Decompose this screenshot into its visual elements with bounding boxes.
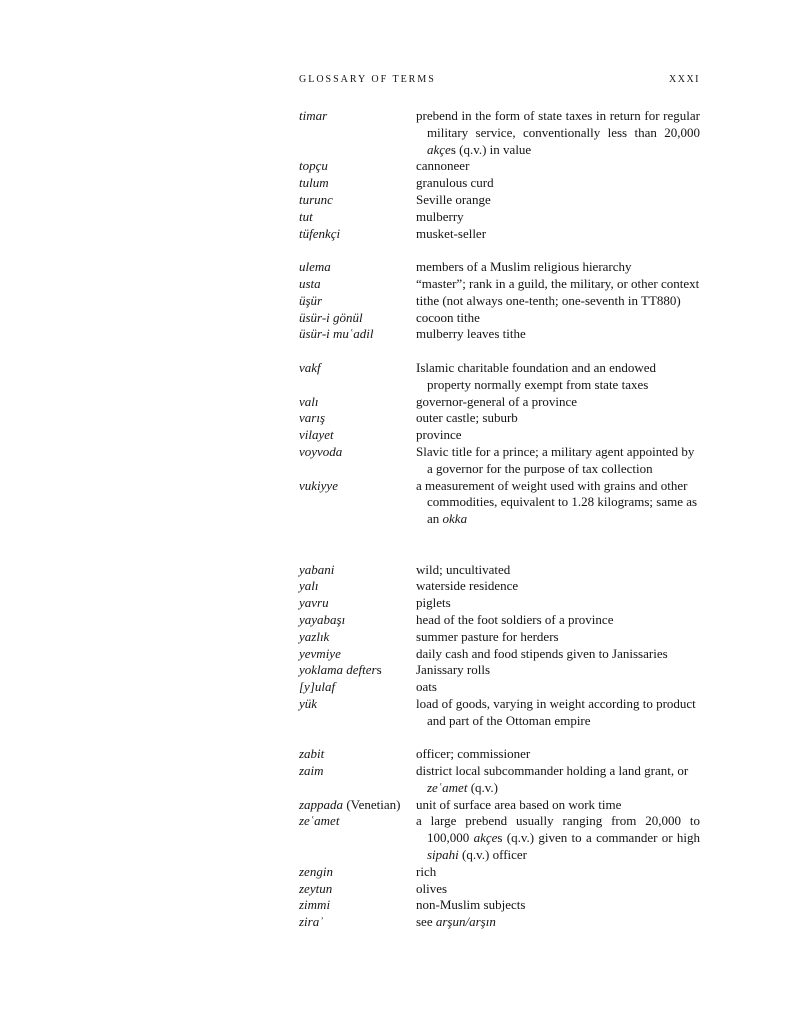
- glossary-entry: [299, 679, 700, 696]
- glossary-term: yoklama defters: [299, 662, 382, 678]
- glossary-entry: [299, 310, 700, 327]
- glossary-entry: [299, 595, 700, 612]
- glossary-term: ziraʾ: [299, 914, 324, 930]
- glossary-entry: [299, 662, 700, 679]
- glossary-term: ulema: [299, 259, 331, 275]
- glossary-entry: [299, 360, 700, 394]
- glossary-term: yalı: [299, 578, 319, 594]
- glossary-entry: [299, 326, 700, 343]
- glossary-term: turunc: [299, 191, 333, 207]
- glossary-entry: [299, 864, 700, 881]
- glossary-definition: officer; commissioner: [416, 746, 531, 762]
- glossary-term: üsür-i muʿadil: [299, 326, 374, 342]
- glossary-term: varış: [299, 410, 325, 426]
- glossary-definition: wild; uncultivated: [416, 561, 511, 577]
- glossary-entry: [299, 797, 700, 814]
- glossary-term: timar: [299, 108, 328, 123]
- glossary-definition: mulberry leaves tithe: [416, 326, 526, 342]
- section-gap: [299, 528, 700, 545]
- glossary-term: yayabaşı: [299, 611, 346, 627]
- glossary-definition: province: [416, 427, 462, 443]
- glossary-entry: [299, 813, 700, 863]
- glossary-term: vukiyye: [299, 477, 338, 493]
- glossary-definition: “master”; rank in a guild, the military, or other context: [416, 275, 700, 291]
- glossary-term: üsür-i gönül: [299, 309, 363, 325]
- glossary-term: yazlık: [299, 628, 330, 644]
- glossary-term: vakf: [299, 359, 321, 375]
- glossary-entry: [299, 562, 700, 579]
- glossary-term: vilayet: [299, 427, 334, 443]
- glossary-definition: daily cash and food stipends given to Janissaries: [416, 645, 668, 661]
- glossary-definition: musket-seller: [416, 225, 487, 241]
- glossary-definition: unit of surface area based on work time: [416, 796, 622, 812]
- glossary-definition: see arşun/arşın: [416, 914, 496, 930]
- glossary-entry: [299, 410, 700, 427]
- glossary-entry: [299, 763, 700, 797]
- glossary-entry: [299, 259, 700, 276]
- running-header: [299, 74, 700, 90]
- glossary-term: tut: [299, 208, 313, 224]
- glossary-entry: [299, 478, 700, 528]
- glossary-entry: [299, 175, 700, 192]
- glossary-definition: non-Muslim subjects: [416, 897, 526, 913]
- glossary-entry: [299, 444, 700, 478]
- glossary-definition: waterside residence: [416, 578, 519, 594]
- glossary-definition: Janissary rolls: [416, 662, 491, 678]
- glossary-definition: governor-general of a province: [416, 393, 578, 409]
- glossary-entry: [299, 108, 700, 158]
- glossary-definition: district local subcommander holding a land grant, or zeʿamet (q.v.): [416, 763, 689, 795]
- glossary-definition: prebend in the form of state taxes in return for regular military service, conventionally less than 20,000 akçes (q.v.) in value: [416, 108, 700, 157]
- glossary-definition: outer castle; suburb: [416, 410, 518, 426]
- glossary-definition: Seville orange: [416, 191, 491, 207]
- glossary-list: [299, 108, 700, 931]
- glossary-definition: granulous curd: [416, 175, 494, 191]
- running-header-title: GLOSSARY OF TERMS: [299, 74, 436, 85]
- glossary-term: yavru: [299, 595, 329, 611]
- glossary-definition: olives: [416, 880, 448, 896]
- glossary-definition: Slavic title for a prince; a military agent appointed by a governor for the purpose of tax collection: [416, 443, 695, 476]
- glossary-term: zeʿamet: [299, 813, 340, 829]
- glossary-term: zengin: [299, 863, 333, 879]
- glossary-term: zimmi: [299, 897, 331, 913]
- glossary-definition: head of the foot soldiers of a province: [416, 611, 614, 627]
- glossary-definition: a measurement of weight used with grains and other commodities, equivalent to 1.28 kilograms; same as an okka: [416, 477, 698, 527]
- section-gap: [299, 343, 700, 360]
- glossary-definition: cannoneer: [416, 158, 470, 174]
- glossary-term: valı: [299, 393, 319, 409]
- glossary-entry: [299, 629, 700, 646]
- section-gap: [299, 545, 700, 562]
- glossary-entry: [299, 226, 700, 243]
- glossary-entry: [299, 646, 700, 663]
- glossary-definition: tithe (not always one-tenth; one-seventh in TT880): [416, 292, 681, 308]
- glossary-entry: [299, 897, 700, 914]
- glossary-definition: cocoon tithe: [416, 309, 480, 325]
- glossary-term: yevmiye: [299, 645, 341, 661]
- glossary-definition: summer pasture for herders: [416, 628, 559, 644]
- page-number: XXXI: [669, 74, 700, 85]
- glossary-entry: [299, 427, 700, 444]
- glossary-term: usta: [299, 275, 321, 291]
- glossary-term: zaim: [299, 763, 324, 779]
- glossary-entry: [299, 612, 700, 629]
- glossary-definition: piglets: [416, 595, 451, 611]
- glossary-term: [y]ulaf: [299, 679, 336, 695]
- glossary-entry: [299, 394, 700, 411]
- glossary-entry: [299, 881, 700, 898]
- glossary-term: tulum: [299, 175, 329, 191]
- glossary-entry: [299, 158, 700, 175]
- glossary-term: yük: [299, 695, 318, 711]
- glossary-entry: [299, 209, 700, 226]
- glossary-entry: [299, 746, 700, 763]
- glossary-term: zeytun: [299, 880, 333, 896]
- glossary-term: voyvoda: [299, 443, 343, 459]
- section-gap: [299, 729, 700, 746]
- glossary-entry: [299, 293, 700, 310]
- glossary-term: topçu: [299, 158, 328, 174]
- section-gap: [299, 242, 700, 259]
- glossary-term: üşür: [299, 292, 323, 308]
- glossary-definition: Islamic charitable foundation and an endowed property normally exempt from state taxes: [416, 359, 657, 392]
- glossary-entry: [299, 696, 700, 730]
- glossary-term: zabit: [299, 746, 325, 762]
- glossary-definition: mulberry: [416, 208, 464, 224]
- glossary-entry: [299, 276, 700, 293]
- glossary-entry: [299, 192, 700, 209]
- glossary-term: tüfenkçi: [299, 225, 341, 241]
- glossary-entry: [299, 914, 700, 931]
- glossary-definition: rich: [416, 863, 437, 879]
- glossary-definition: load of goods, varying in weight according to product and part of the Ottoman empire: [416, 695, 696, 728]
- glossary-definition: members of a Muslim religious hierarchy: [416, 259, 632, 275]
- glossary-term: yabani: [299, 561, 335, 577]
- glossary-definition: a large prebend usually ranging from 20,000 to 100,000 akçes (q.v.) given to a commander or high sipahi (q.v.) officer: [416, 813, 700, 863]
- glossary-entry: [299, 578, 700, 595]
- glossary-definition: oats: [416, 679, 437, 695]
- glossary-term: zappada (Venetian): [299, 796, 401, 812]
